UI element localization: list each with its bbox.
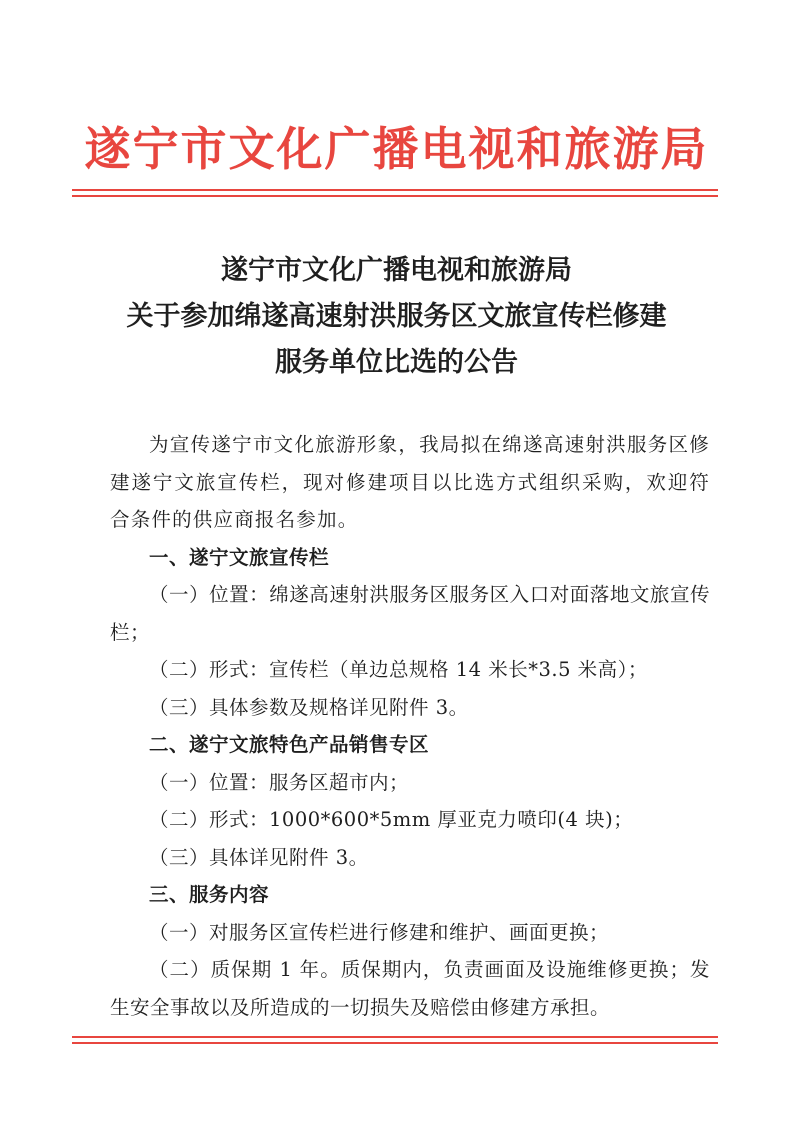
section-1-item-3: （三）具体参数及规格详见附件 3。	[149, 695, 469, 719]
section-2-heading: 二、遂宁文旅特色产品销售专区	[149, 733, 430, 756]
section-3-item-2: （二）质保期 1 年。质保期内，负责画面及设施维修更换；发生安全事故以及所造成的一切损失及赔偿由修建方承担。	[110, 958, 710, 1019]
letterhead-rule-bottom	[72, 195, 718, 197]
section-2-item-1: （一）位置：服务区超市内；	[149, 770, 410, 794]
section-1-item-2: （二）形式：宣传栏（单边总规格 14 米长*3.5 米高）；	[149, 658, 648, 681]
intro-paragraph: 为宣传遂宁市文化旅游形象，我局拟在绵遂高速射洪服务区修建遂宁文旅宣传栏，现对修建项目以比选方式组织采购，欢迎符合条件的供应商报名参加。	[110, 433, 710, 531]
section-3-item-1: （一）对服务区宣传栏进行修建和维护、画面更换；	[149, 920, 610, 944]
notice-body	[110, 426, 710, 1026]
footer-rule-top	[72, 1036, 718, 1038]
notice-title-line-3: 服务单位比选的公告	[275, 347, 518, 378]
section-3-heading: 三、服务内容	[149, 883, 270, 906]
letterhead-title: 遂宁市文化广播电视和旅游局	[84, 122, 709, 176]
section-1-item-1: （一）位置：绵遂高速射洪服务区服务区入口对面落地文旅宣传栏；	[110, 583, 710, 644]
section-2-item-3: （三）具体详见附件 3。	[149, 845, 369, 869]
section-2-item-2: （二）形式：1000*600*5mm 厚亚克力喷印(4 块)；	[149, 808, 634, 831]
notice-title	[0, 248, 793, 386]
notice-title-line-2: 关于参加绵遂高速射洪服务区文旅宣传栏修建	[126, 301, 667, 332]
section-1-heading: 一、遂宁文旅宣传栏	[149, 545, 330, 569]
notice-title-line-1: 遂宁市文化广播电视和旅游局	[221, 255, 572, 286]
footer-rule-bottom	[72, 1042, 718, 1044]
letterhead-rule-top	[72, 189, 718, 191]
